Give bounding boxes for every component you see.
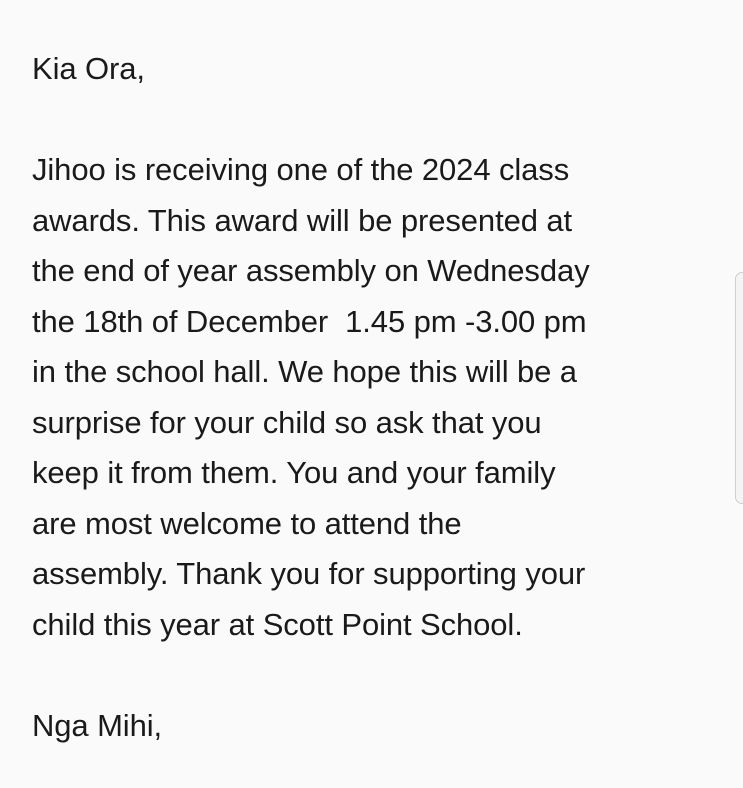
message-body xyxy=(32,44,712,751)
body-line: are most welcome to attend the xyxy=(32,505,462,541)
body-line: assembly. Thank you for supporting your xyxy=(32,556,586,591)
body-line: child this year at Scott Point School. xyxy=(32,606,523,642)
signoff-text: Nga Mihi, xyxy=(32,707,163,743)
body-line: in the school hall. We hope this will be a xyxy=(32,354,577,389)
paragraph-spacer xyxy=(32,650,712,701)
body-line: surprise for your child so ask that you xyxy=(32,404,542,440)
scroll-handle[interactable] xyxy=(735,272,743,504)
paragraph-spacer xyxy=(32,95,712,146)
body-line: the 18th of December 1.45 pm -3.00 pm xyxy=(32,303,587,339)
body-line: the end of year assembly on Wednesday xyxy=(32,253,590,288)
greeting-text: Kia Ora, xyxy=(32,51,145,86)
body-line: Jihoo is receiving one of the 2024 class xyxy=(32,152,570,187)
body-line: keep it from them. You and your family xyxy=(32,455,556,490)
body-line: awards. This award will be presented at xyxy=(32,202,573,238)
